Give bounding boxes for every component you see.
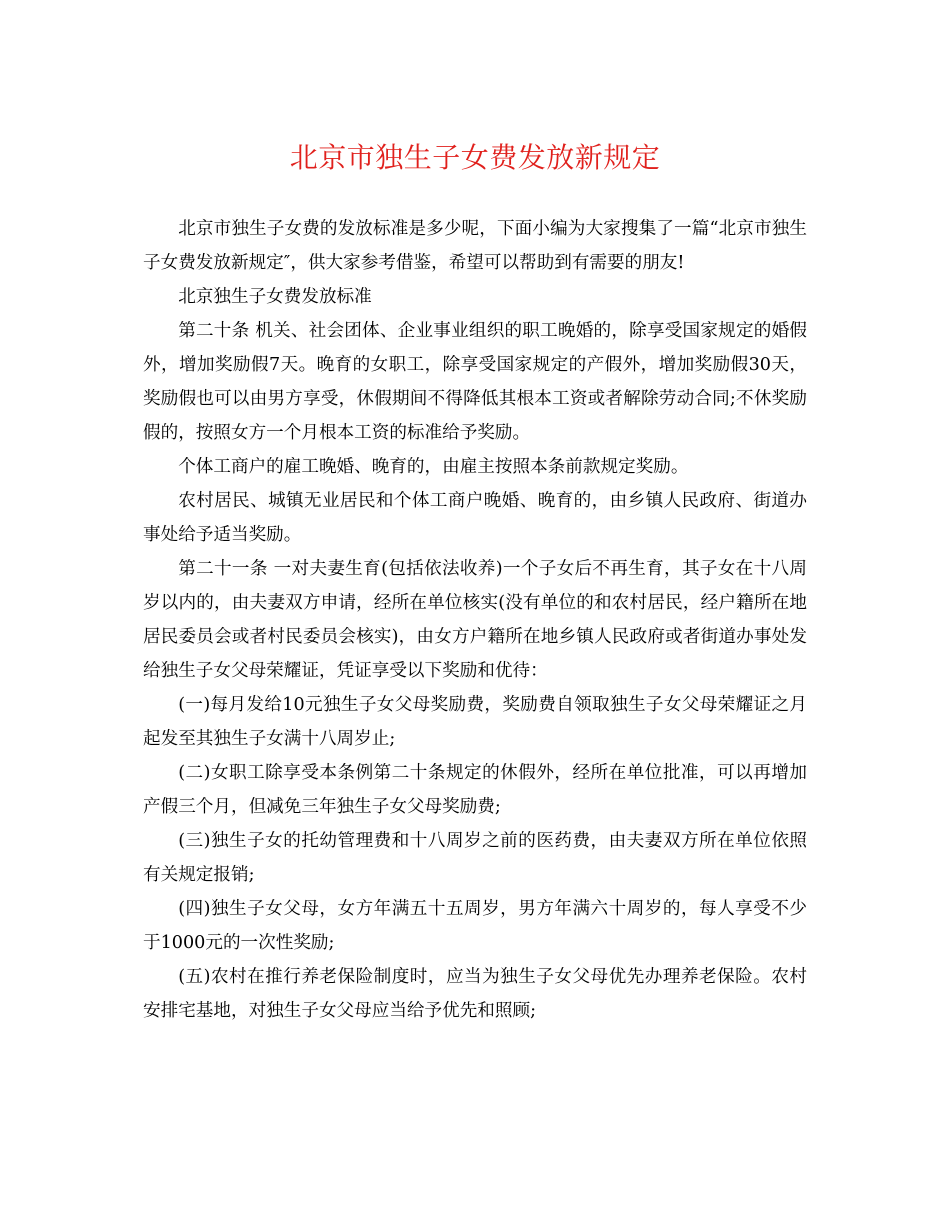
paragraph: (二)女职工除享受本条例第二十条规定的休假外，经所在单位批准，可以再增加产假三个月，但减免三年独生子女父母奖励费;	[143, 763, 807, 817]
paragraph: 第二十条 机关、社会团体、企业事业组织的职工晚婚的，除享受国家规定的婚假外，增加奖励假7天。晚育的女职工，除享受国家规定的产假外，增加奖励假30天，奖励假也可以由男方享受，休假期间不得降低其根本工资或者解除劳动合同;不休奖励假的，按照女方一个月根本工资的标准给予奖励。	[143, 321, 807, 443]
section-heading: 北京独生子女费发放标准	[178, 287, 372, 307]
paragraph: (五)农村在推行养老保险制度时，应当为独生子女父母优先办理养老保险。农村安排宅基地，对独生子女父母应当给予优先和照顾;	[143, 967, 807, 1021]
paragraph: (一)每月发给10元独生子女父母奖励费，奖励费自领取独生子女父母荣耀证之月起发至其独生子女满十八周岁止;	[143, 695, 807, 749]
paragraph: 个体工商户的雇工晚婚、晚育的，由雇主按照本条前款规定奖励。	[178, 457, 689, 477]
document-title: 北京市独生子女费发放新规定	[289, 141, 661, 174]
paragraph: 第二十一条 一对夫妻生育(包括依法收养)一个子女后不再生育，其子女在十八周岁以内的，由夫妻双方申请，经所在单位核实(没有单位的和农村居民，经户籍所在地居民委员会或者村民委员会核实)，由女方户籍所在地乡镇人民政府或者街道办事处发给独生子女父母荣耀证，凭证享受以下奖励和优待：	[143, 559, 807, 681]
paragraph: (三)独生子女的托幼管理费和十八周岁之前的医药费，由夫妻双方所在单位依照有关规定报销;	[143, 831, 807, 885]
document-body	[143, 212, 807, 1028]
paragraph: (四)独生子女父母，女方年满五十五周岁，男方年满六十周岁的，每人享受不少于1000元的一次性奖励;	[143, 899, 807, 953]
paragraph: 北京市独生子女费的发放标准是多少呢，下面小编为大家搜集了一篇“北京市独生子女费发放新规定″，供大家参考借鉴，希望可以帮助到有需要的朋友!	[143, 219, 807, 273]
paragraph: 农村居民、城镇无业居民和个体工商户晚婚、晚育的，由乡镇人民政府、街道办事处给予适当奖励。	[143, 491, 807, 545]
